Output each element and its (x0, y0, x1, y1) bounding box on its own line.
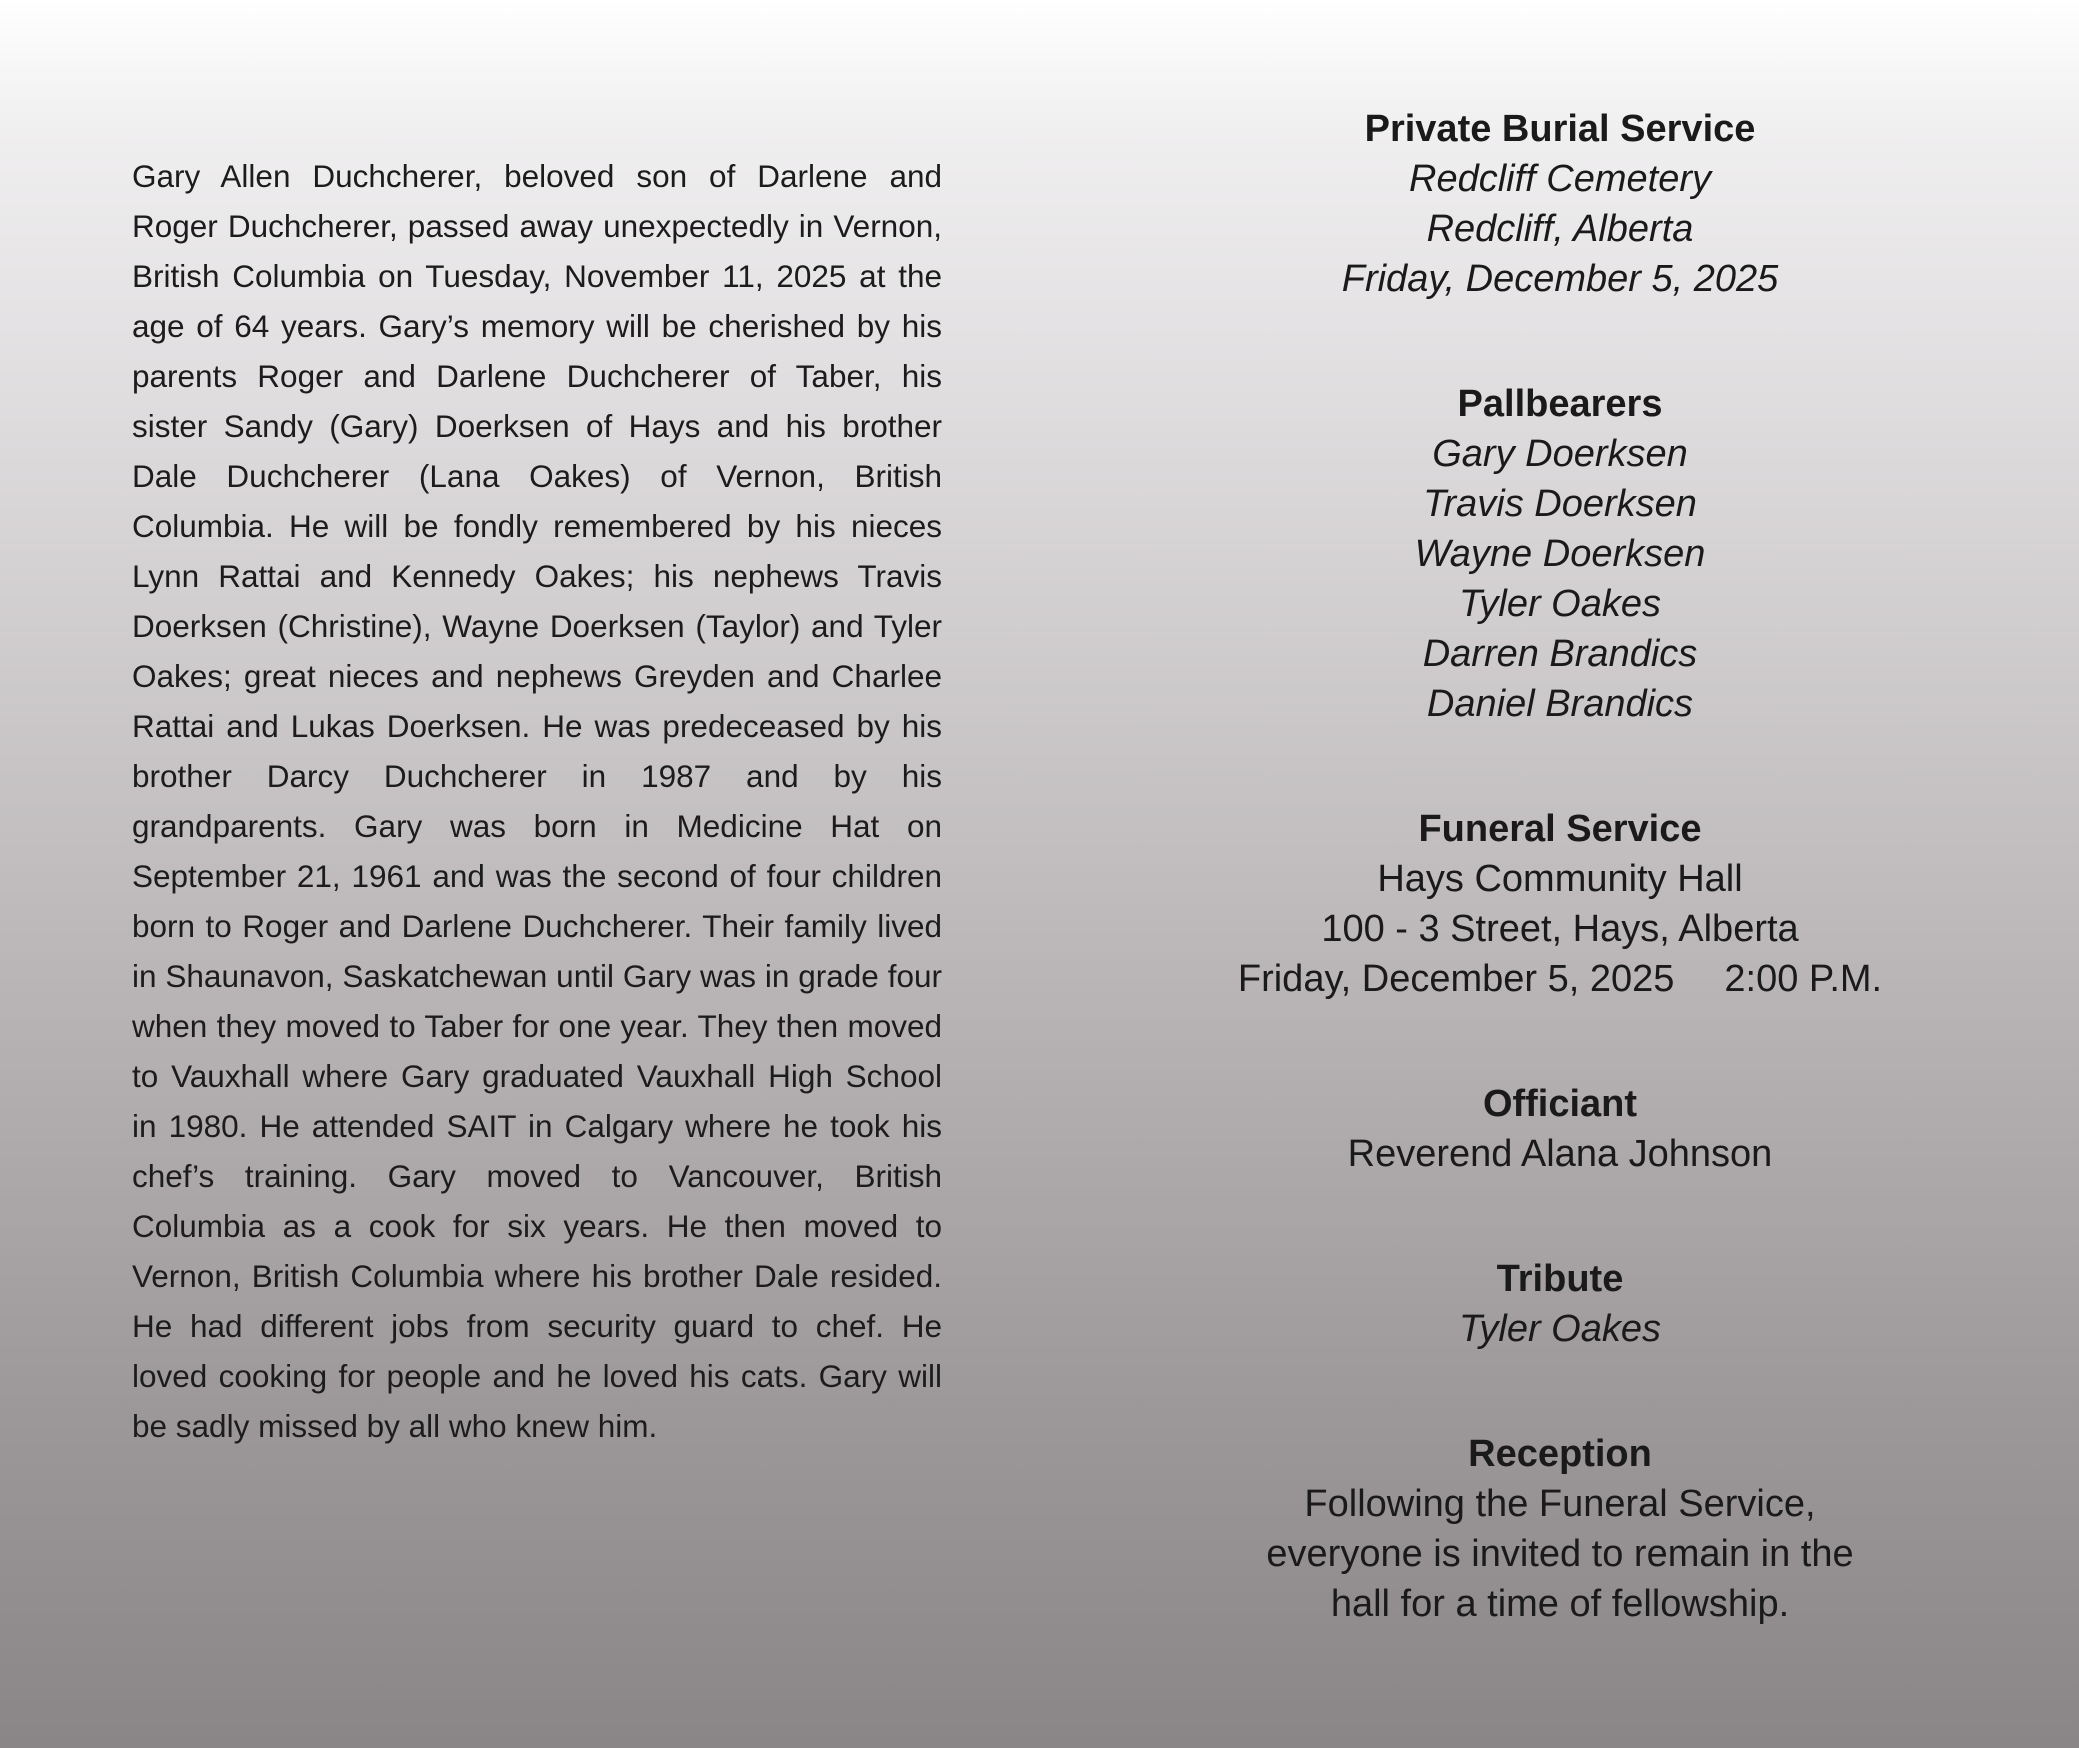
tribute-name: Tyler Oakes (1458, 1308, 1661, 1350)
funeral-address: 100 - 3 Street, Hays, Alberta (1321, 908, 1799, 950)
burial-city: Redcliff, Alberta (1426, 208, 1694, 250)
pallbearers-section (1160, 379, 1960, 729)
burial-date: Friday, December 5, 2025 (1341, 258, 1779, 300)
officiant-section (1160, 1079, 1960, 1179)
burial-heading: Private Burial Service (1364, 108, 1756, 150)
funeral-heading: Funeral Service (1418, 808, 1702, 850)
burial-section (1160, 104, 1960, 304)
tribute-section (1160, 1254, 1960, 1354)
pallbearer-name: Wayne Doerksen (1414, 533, 1706, 575)
pallbearer-name: Gary Doerksen (1432, 433, 1688, 475)
reception-heading: Reception (1468, 1433, 1652, 1475)
service-details (1160, 104, 1960, 1629)
officiant-name: Reverend Alana Johnson (1347, 1133, 1773, 1175)
funeral-datetime (1160, 954, 1960, 1004)
officiant-heading: Officiant (1482, 1083, 1638, 1125)
pallbearer-name: Travis Doerksen (1423, 483, 1697, 525)
reception-section (1160, 1429, 1960, 1629)
reception-line: everyone is invited to remain in the (1266, 1533, 1854, 1575)
obituary-text: Gary Allen Duchcherer, beloved son of Darlene and Roger Duchcherer, passed away unexpectedly in Vernon, British Columbia on Tuesday, November 11, 2025 at the age of 64 years. Gary’s memory will be cherished by his parents Roger and Darlene Duchcherer of Taber, his sister Sandy (Gary) Doerksen of Hays and his brother Dale Duchcherer (Lana Oakes) of Vernon, British Columbia. He will be fondly remembered by his nieces Lynn Rattai and Kennedy Oakes; his nephews Travis Doerksen (Christine), Wayne Doerksen (Taylor) and Tyler Oakes; great nieces and nephews Greyden and Charlee Rattai and Lukas Doerksen. He was predeceased by his brother Darcy Duchcherer in 1987 and by his grandparents. Gary was born in Medicine Hat on September 21, 1961 and was the second of four children born to Roger and Darlene Duchcherer. Their family lived in Shaunavon, Saskatchewan until Gary was in grade four when they moved to Taber for one year. They then moved to Vauxhall where Gary graduated Vauxhall High School in 1980. He attended SAIT in Calgary where he took his chef’s training. Gary moved to Vancouver, British Columbia as a cook for six years. He then moved to Vernon, British Columbia where his brother Dale resided. He had different jobs from security guard to chef. He loved cooking for people and he loved his cats. Gary will be sadly missed by all who knew him. (132, 158, 942, 1444)
reception-line: hall for a time of fellowship. (1330, 1583, 1790, 1625)
burial-location: Redcliff Cemetery (1409, 158, 1711, 200)
funeral-venue: Hays Community Hall (1377, 858, 1743, 900)
reception-line: Following the Funeral Service, (1304, 1483, 1816, 1525)
pallbearer-name: Darren Brandics (1422, 633, 1698, 675)
funeral-time: 2:00 P.M. (1724, 958, 1883, 1000)
pallbearer-name: Daniel Brandics (1426, 683, 1694, 725)
funeral-section (1160, 804, 1960, 1004)
pallbearer-name: Tyler Oakes (1458, 583, 1661, 625)
pallbearers-heading: Pallbearers (1457, 383, 1663, 425)
funeral-date: Friday, December 5, 2025 (1237, 958, 1675, 1000)
tribute-heading: Tribute (1496, 1258, 1624, 1300)
